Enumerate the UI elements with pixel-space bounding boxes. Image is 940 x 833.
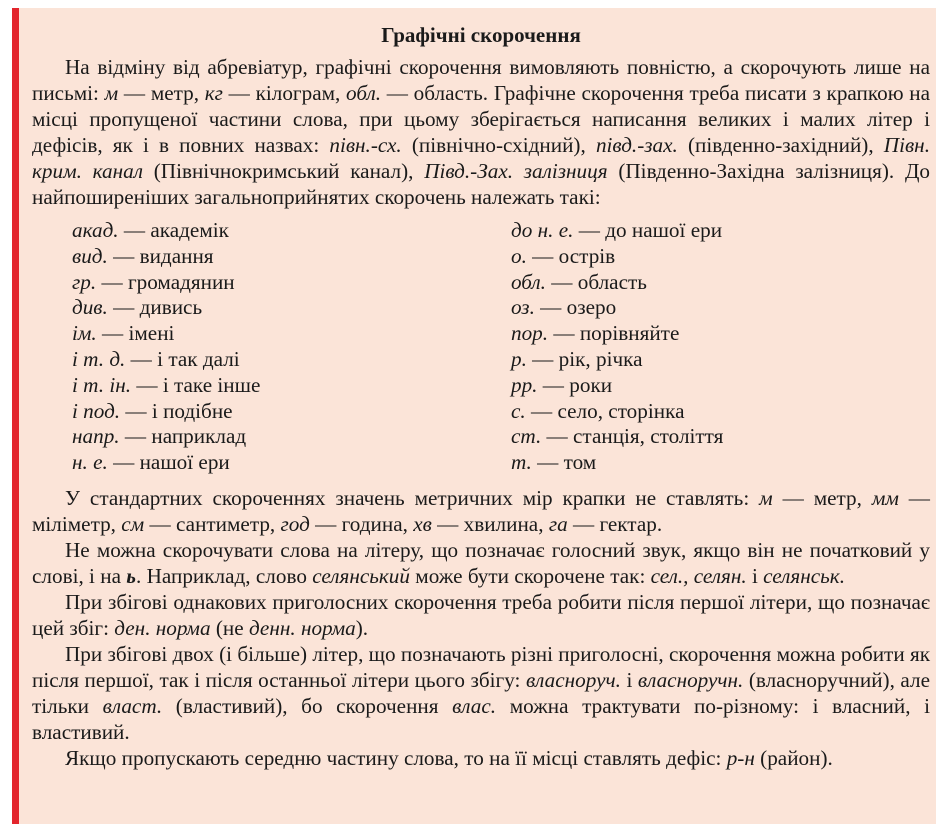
- abbreviation: оз.: [510, 295, 535, 320]
- italic-term: Півд.-Зах. залізниця: [424, 159, 608, 183]
- abbreviation-column-left: [32, 218, 511, 476]
- abbreviation-item: [72, 399, 511, 425]
- text-run: Якщо пропускають середню частину слова, то на її місці ставлять дефіс:: [65, 745, 727, 770]
- text-run: На відміну від абревіатур, графічні скорочення вимовляють повністю, а скорочують лише на письмі:: [32, 55, 930, 105]
- abbreviation-item: [511, 218, 930, 244]
- italic-term: селянський: [312, 563, 410, 588]
- abbreviation-meaning: — порівняйте: [548, 321, 680, 346]
- abbreviation: напр.: [72, 424, 120, 449]
- abbreviation-meaning: — том: [531, 450, 597, 475]
- italic-term: р-н: [726, 745, 755, 770]
- info-panel: [12, 8, 936, 824]
- abbreviation-item: [72, 244, 511, 270]
- abbreviation-meaning: — острів: [526, 243, 616, 268]
- italic-term: обл.: [346, 81, 382, 105]
- metric-paragraph: [32, 485, 930, 537]
- abbreviation-meaning: — до нашої ери: [573, 218, 723, 242]
- abbreviation: рр.: [510, 372, 538, 397]
- abbreviation-meaning: — видання: [107, 243, 214, 268]
- italic-term: кг: [204, 81, 223, 105]
- abbreviation-meaning: — і так далі: [125, 346, 240, 371]
- abbreviation-item: [511, 321, 930, 347]
- abbreviation-item: [511, 270, 930, 296]
- text-run: (не: [210, 615, 249, 640]
- vowel-rule-paragraph: [32, 537, 930, 589]
- italic-term: влас.: [452, 693, 497, 718]
- text-run: (Північнокримський канал),: [142, 159, 425, 183]
- abbreviation-item: [72, 347, 511, 373]
- abbreviation-list: [32, 218, 930, 476]
- abbreviation-meaning: — наприклад: [119, 424, 247, 449]
- abbreviation: т.: [510, 450, 532, 475]
- text-run: (північно-східний),: [401, 133, 596, 157]
- panel-content: [32, 22, 930, 771]
- abbreviation: н. е.: [72, 450, 108, 475]
- hyphen-rule-paragraph: [32, 745, 930, 771]
- abbreviation-meaning: — імені: [96, 321, 175, 346]
- abbreviation: ст.: [510, 424, 542, 449]
- abbreviation-item: [72, 218, 511, 244]
- abbreviation-item: [72, 450, 511, 476]
- text-run: (район).: [754, 745, 833, 770]
- abbreviation: ім.: [72, 321, 97, 346]
- abbreviation-meaning: — рік, річка: [526, 346, 643, 371]
- abbreviation-meaning: — область: [545, 269, 647, 294]
- italic-term: см: [121, 511, 145, 536]
- text-run: (властивий), бо скорочення: [162, 693, 453, 718]
- abbreviation: див.: [72, 295, 108, 320]
- italic-term: м: [759, 485, 773, 510]
- text-run: — гектар.: [567, 511, 663, 536]
- text-run: — область. Графічне скорочення треба писати з крапкою на місці пропущеної частини слова, при цьому зберігається написання великих і малих літер і дефісів, як і в повних назвах:: [32, 81, 930, 157]
- italic-term: власноручн.: [637, 667, 744, 692]
- abbreviation-item: [511, 347, 930, 373]
- italic-term: Півн. крим. канал: [32, 133, 930, 183]
- abbreviation-item: [72, 270, 511, 296]
- italic-term: ден. норма: [114, 615, 211, 640]
- abbreviation-meaning: — громадянин: [96, 269, 235, 294]
- italic-term: селянськ.: [763, 563, 846, 588]
- text-run: і: [620, 667, 638, 692]
- italic-term: га: [548, 511, 568, 536]
- text-run: — хвилина,: [431, 511, 549, 536]
- abbreviation: і т. д.: [72, 346, 126, 371]
- same-consonant-paragraph: [32, 589, 930, 641]
- section-title: Графічні скорочення: [381, 23, 581, 47]
- text-run: — метр,: [772, 485, 872, 510]
- text-run: Не можна скорочувати слова на літеру, що позначає голосний звук, якщо він не початковий у слові, і на: [32, 537, 930, 588]
- text-run: і: [746, 563, 764, 588]
- italic-term: м: [104, 81, 119, 105]
- abbreviation-meaning: — озеро: [534, 295, 617, 320]
- text-run: При збігові двох (і більше) літер, що позначають різні приголосні, скорочення можна робити як після першої, так і після останньої літери цього збігу:: [32, 641, 930, 692]
- abbreviation: гр.: [72, 269, 97, 294]
- abbreviation-item: [72, 424, 511, 450]
- intro-paragraph: [32, 54, 930, 210]
- abbreviation: с.: [510, 398, 526, 423]
- italic-term: власт.: [102, 693, 163, 718]
- text-run: ).: [355, 615, 369, 640]
- abbreviation-item: [72, 295, 511, 321]
- text-run: У стандартних скороченнях значень метричних мір крапки не ставлять:: [65, 485, 760, 510]
- red-side-stripe: [12, 8, 19, 824]
- italic-term: хв: [413, 511, 432, 536]
- different-consonant-paragraph: [32, 641, 930, 745]
- text-run: (південно-західний),: [677, 133, 884, 157]
- abbreviation-item: [511, 424, 930, 450]
- text-run: — міліметр,: [32, 485, 930, 536]
- abbreviation: вид.: [72, 243, 108, 268]
- abbreviation-meaning: — нашої ери: [107, 450, 230, 475]
- abbreviation-item: [511, 450, 930, 476]
- abbreviation-column-right: [511, 218, 930, 476]
- text-run: — година,: [309, 511, 414, 536]
- abbreviation-meaning: — станція, століття: [541, 424, 724, 449]
- italic-term: денн. норма: [248, 615, 356, 640]
- abbreviation: пор.: [510, 321, 549, 346]
- abbreviation-item: [511, 244, 930, 270]
- italic-term: год: [280, 511, 310, 536]
- abbreviation: р.: [510, 346, 527, 371]
- abbreviation: і под.: [72, 398, 121, 423]
- abbreviation: і т. ін.: [72, 372, 132, 397]
- text-run: — кілограм,: [222, 81, 347, 105]
- text-run: — метр,: [118, 81, 205, 105]
- abbreviation-meaning: — село, сторінка: [525, 398, 685, 423]
- text-run: може бути скорочене так:: [409, 563, 651, 588]
- abbreviation-meaning: — академік: [118, 218, 229, 242]
- text-run: При збігові однакових приголосних скорочення треба робити після першої літери, що позначає цей збіг:: [32, 589, 930, 640]
- italic-term: півд.-зах.: [595, 133, 678, 157]
- abbreviation-item: [511, 399, 930, 425]
- abbreviation: обл.: [510, 269, 546, 294]
- abbreviation: о.: [510, 243, 527, 268]
- italic-term: ь: [126, 563, 136, 588]
- italic-term: сел., селян.: [650, 563, 747, 588]
- text-run: (Південно-Західна залізниця). До найпоширеніших загальноприйнятих скорочень належать такі:: [32, 159, 931, 209]
- abbreviation-meaning: — дивись: [107, 295, 203, 320]
- abbreviation-item: [72, 373, 511, 399]
- abbreviation: до н. е.: [510, 218, 574, 242]
- abbreviation: акад.: [72, 218, 119, 242]
- abbreviation-meaning: — і подібне: [120, 398, 233, 423]
- italic-term: власноруч.: [525, 667, 621, 692]
- italic-term: півн.-сх.: [329, 133, 402, 157]
- text-run: . Наприклад, слово: [135, 563, 313, 588]
- abbreviation-item: [511, 373, 930, 399]
- italic-term: мм: [871, 485, 899, 510]
- abbreviation-item: [511, 295, 930, 321]
- abbreviation-item: [72, 321, 511, 347]
- text-run: можна трактувати по-різному: і власний, і властивий.: [32, 693, 930, 744]
- text-run: — сантиметр,: [144, 511, 281, 536]
- text-run: (власноручний), але тільки: [32, 667, 931, 718]
- abbreviation-meaning: — роки: [537, 372, 613, 397]
- abbreviation-meaning: — і таке інше: [131, 372, 261, 397]
